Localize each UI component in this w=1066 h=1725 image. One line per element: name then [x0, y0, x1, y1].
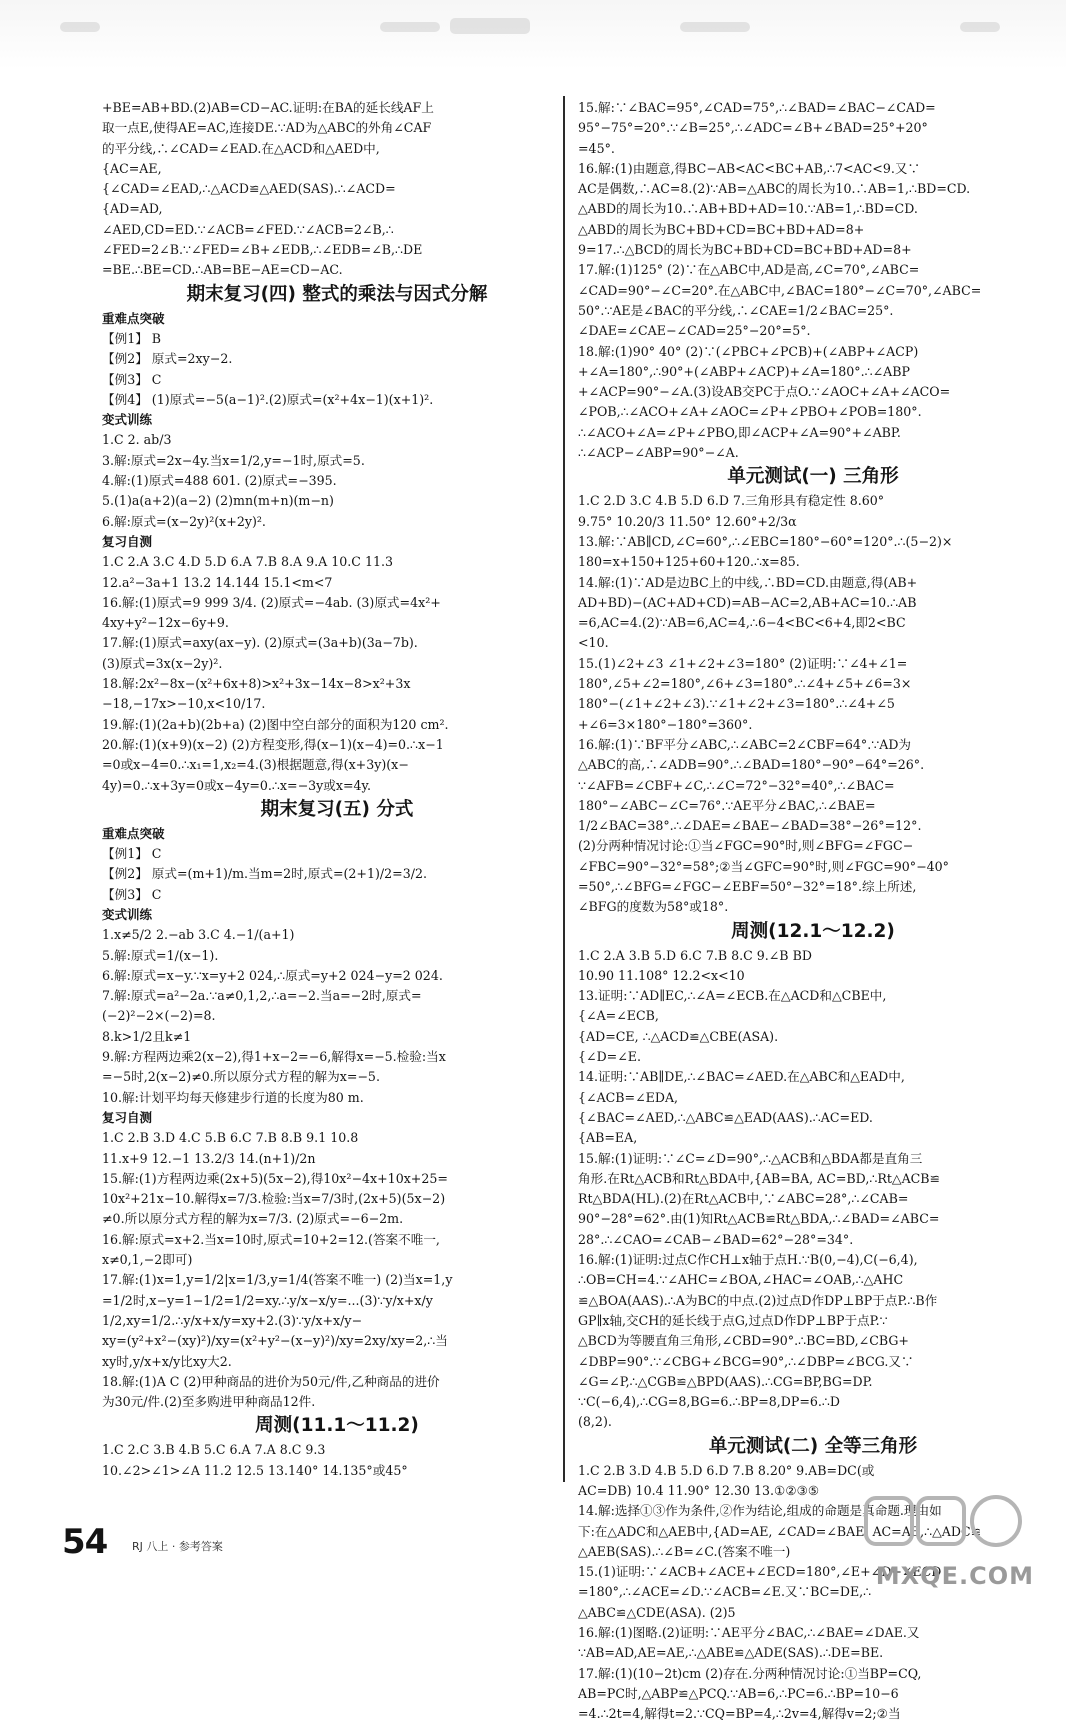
answer-line: ∵C(−6,4),∴CG=8,BG=6.∴BP=8,DP=6.∴D: [578, 1394, 841, 1410]
answer-line: 17.解:(1)x=1,y=1/2|x=1/3,y=1/4(答案不唯一) (2)当x=1,y: [102, 1272, 453, 1288]
answer-line: 16.解:(1)∵BF平分∠ABC,∴∠ABC=2∠CBF=64°.∵AD为: [578, 736, 912, 752]
answer-line: ∵AB=AD,AE=AE,∴△ABE≌△ADE(SAS).∴DE=BE.: [578, 1645, 884, 1661]
answer-line: =1/2时,x−y=1−1/2=1/2=xy.∴y/x−x/y=...(3)∵y/x+x/y: [102, 1292, 433, 1308]
answer-line: 17.解:(1)125° (2)∵在△ABC中,AD是高,∠C=70°,∠ABC=: [578, 262, 920, 278]
answer-line: △ABD的周长为BC+BD+CD=BC+BD+AD=8+: [578, 221, 865, 237]
answer-line: Rt△BDA(HL).(2)在Rt△ACB中,∵∠ABC=28°,∴∠CAB=: [578, 1191, 909, 1207]
answer-line: 1.C 2.A 3.B 5.D 6.C 7.B 8.C 9.∠B BD: [578, 947, 812, 963]
answer-line: 【例1】 B: [102, 330, 162, 346]
answer-line: +∠6=3×180°−180°=360°.: [578, 716, 753, 732]
answer-line: {AD=CE, ∴△ACD≌△CBE(ASA).: [578, 1028, 779, 1044]
answer-line: =50°,∴∠BFG=∠FGC−∠EBF=50°−32°=18°.综上所述,: [578, 878, 917, 894]
answer-line: 1/2∠BAC=38°.∴∠DAE=∠BAE−∠BAD=38°−26°=12°.: [578, 818, 922, 834]
answer-line: =6,AC=4.(2)∵AB=6,AC=4,∴6−4<BC<6+4,即2<BC: [578, 615, 906, 631]
answer-line: 17.解:(1)(10−2t)cm (2)存在.分两种情况讨论:①当BP=CQ,: [578, 1665, 922, 1681]
answer-line: {∠BAC=∠AED,∴△ABC≌△EAD(AAS).∴AC=ED.: [578, 1109, 873, 1125]
answer-line: ∴∠ACP−∠ABP=90°−∠A.: [578, 445, 739, 461]
watermark-text: MXQE.COM: [875, 1562, 1034, 1590]
answer-line: 12.a²−3a+1 13.2 14.144 15.1<m<7: [102, 574, 333, 590]
answer-line: xy时,y/x+x/y比xy大2.: [102, 1353, 232, 1369]
answer-line: AC是偶数,∴AC=8.(2)∵AB=△ABC的周长为10.∴AB=1,∴BD=CD.: [578, 181, 971, 197]
answer-line: ∠CAD=90°−∠C=20°.在△ABC中,∠BAC=180°−∠C=70°,∠ABC=: [578, 282, 982, 298]
answer-line: ∠DAE=∠CAE−∠CAD=25°−20°=5°.: [578, 323, 811, 339]
subsection-heading: 复习自测: [102, 1109, 153, 1125]
answer-line: 16.解:原式=x+2.当x=10时,原式=10+2=12.(答案不唯一,: [102, 1231, 440, 1247]
answer-line: =BE.∴BE=CD.∴AB=BE−AE=CD−AC.: [102, 262, 343, 278]
answer-line: 1.C 2.B 3.D 4.C 5.B 6.C 7.B 8.B 9.1 10.8: [102, 1130, 359, 1146]
answer-line: 下:在△ADC和△AEB中,{AD=AE, ∠CAD=∠BAE, AC=AB,∴△ADC≌: [578, 1523, 982, 1539]
answer-line: =−5时,2(x−2)≠0.所以原分式方程的解为x=−5.: [102, 1069, 380, 1085]
answer-line: ∠G=∠P,∴△CGB≌△BPD(AAS).∴CG=BP,BG=DP.: [578, 1373, 873, 1389]
answer-line: 4y)=0.∴x+3y=0或x−4y=0.∴x=−3y或x=4y.: [102, 777, 371, 793]
answer-line: 10.90 11.108° 12.2<x<10: [578, 967, 745, 983]
answer-line: {AB=EA,: [578, 1130, 638, 1146]
answer-line: 5.(1)a(a+2)(a−2) (2)mn(m+n)(m−n): [102, 493, 334, 509]
answer-line: 为30元/件.(2)至多购进甲种商品12件.: [102, 1394, 316, 1410]
answer-line: 【例4】 (1)原式=−5(a−1)².(2)原式=(x²+4x−1)(x+1)².: [102, 391, 434, 407]
answer-line: xy=(y²+x²−(xy)²)/xy=(x²+y²−(x−y)²)/xy=2xy/xy=2,∴当: [102, 1333, 448, 1349]
section-title: 单元测试(二) 全等三角形: [708, 1435, 918, 1457]
answer-line: ∠FBC=90°−32°=58°;②当∠GFC=90°时,则∠FGC=90°−40°: [578, 858, 949, 874]
answer-line: 6.解:原式=(x−2y)²(x+2y)².: [102, 513, 266, 529]
answer-line: 15.解:(1)方程两边乘(2x+5)(5x−2),得10x²−4x+10x+25=: [102, 1170, 448, 1186]
answer-line: (−2)²−2×(−2)=8.: [102, 1008, 216, 1024]
answer-line: 4xy+y²−12x−6y+9.: [102, 615, 229, 631]
section-title: 期末复习(四) 整式的乘法与因式分解: [186, 283, 488, 305]
answer-line: 1.C 2.C 3.B 4.B 5.C 6.A 7.A 8.C 9.3: [102, 1442, 326, 1458]
answer-line: 18.解:(1)A C (2)甲种商品的进价为50元/件,乙种商品的进价: [102, 1373, 440, 1389]
scan-smudge: [960, 22, 1000, 32]
answer-line: 4.解:(1)原式=488 601. (2)原式=−395.: [102, 473, 337, 489]
answer-line: 15.解:∵∠BAC=95°,∠CAD=75°,∴∠BAD=∠BAC−∠CAD=: [578, 100, 936, 115]
answer-line: =45°.: [578, 140, 615, 156]
answer-line: 【例3】 C: [102, 371, 162, 387]
answer-line: AB=PC时,△ABP≌△PCQ.∵AB=6,∴PC=6.∴BP=10−6: [578, 1685, 899, 1701]
answer-line: AC=DB) 10.4 11.90° 12.30 13.①②③⑤: [578, 1483, 820, 1498]
answer-line: 角形.在Rt△ACB和Rt△BDA中,{AB=BA, AC=BD,∴Rt△ACB≌: [578, 1170, 941, 1186]
answer-line: △ABD的周长为10.∴AB+BD+AD=10.∵AB=1,∴BD=CD.: [578, 201, 918, 217]
answer-line: 15.(1)∠2+∠3 ∠1+∠2+∠3=180° (2)证明:∵∠4+∠1=: [578, 655, 908, 671]
answer-line: ∠AED,CD=ED.∵∠ACB=∠FED.∵∠ACB=2∠B,∴: [102, 221, 394, 237]
answer-line: −18,−17x>−10,x<10/17.: [102, 696, 266, 712]
answer-line: =180°,∴∠ACE=∠D.∵∠ACB=∠E.又∵BC=DE,∴: [578, 1584, 872, 1600]
answer-line: (2)分两种情况讨论:①当∠FGC=90°时,则∠BFG=∠FGC−: [578, 838, 914, 854]
answer-line: 17.解:(1)原式=axy(ax−y). (2)原式=(3a+b)(3a−7b).: [102, 635, 418, 651]
answer-line: ∠POB,∴∠ACO+∠A+∠AOC=∠P+∠PBO+∠POB=180°.: [578, 404, 922, 420]
answer-line: 9.75° 10.20/3 11.50° 12.60°+2/3α: [578, 513, 797, 529]
answer-line: 9.解:方程两边乘2(x−2),得1+x−2=−6,解得x=−5.检验:当x: [102, 1049, 446, 1065]
answer-line: ∴OB=CH=4.∵∠AHC=∠BOA,∠HAC=∠OAB,∴△AHC: [578, 1272, 904, 1288]
answer-line: +BE=AB+BD.(2)AB=CD−AC.证明:在BA的延长线AF上: [102, 100, 434, 115]
scan-smudge: [60, 22, 100, 32]
answer-line: 11.x+9 12.−1 13.2/3 14.(n+1)/2n: [102, 1150, 316, 1166]
answer-line: 90°−28°=62°.由(1)知Rt△ACB≌Rt△BDA,∴∠BAD=∠ABC=: [578, 1211, 940, 1227]
answer-line: △AEB(SAS).∴∠B=∠C.(答案不唯一): [578, 1543, 791, 1559]
top-scan-band: [0, 0, 1066, 70]
answer-line: 16.解:(1)由题意,得BC−AB<AC<BC+AB,∴7<AC<9.又∵: [578, 160, 921, 176]
answer-line: 【例2】 原式=(m+1)/m.当m=2时,原式=(2+1)/2=3/2.: [102, 866, 427, 882]
answer-line: 20.解:(1)(x+9)(x−2) (2)方程变形,得(x−1)(x−4)=0.∴x−1: [102, 736, 444, 752]
answer-line: 13.证明:∵AD∥EC,∴∠A=∠ECB.在△ACD和△CBE中,: [578, 988, 887, 1004]
answer-line: 16.解:(1)原式=9 999 3/4. (2)原式=−4ab. (3)原式=4x²+: [102, 594, 441, 610]
answer-line: 28°.∴∠CAO=∠CAB−∠BAD=62°−28°=34°.: [578, 1231, 854, 1247]
answer-line: 95°−75°=20°.∵∠B=25°,∴∠ADC=∠B+∠BAD=25°+20°: [578, 120, 928, 136]
answer-line: +∠ACP=90°−∠A.(3)设AB交PC于点O.∵∠AOC+∠A+∠ACO=: [578, 384, 951, 400]
answer-line: 16.解:(1)图略.(2)证明:∵AE平分∠BAC,∴∠BAE=∠DAE.又: [578, 1625, 920, 1641]
answer-line: 【例3】 C: [102, 886, 162, 902]
answer-line: ∠BFG的度数为58°或18°.: [578, 899, 729, 915]
answer-line: 18.解:(1)90° 40° (2)∵(∠PBC+∠PCB)+(∠ABP+∠ACP): [578, 343, 919, 359]
answer-line: 1.C 2. ab/3: [102, 432, 172, 448]
answer-line: x≠0,1,−2即可): [102, 1252, 193, 1268]
section-title: 周测(12.1～12.2): [731, 920, 895, 942]
answer-line: 14.证明:∵AB∥DE,∴∠BAC=∠AED.在△ABC和△EAD中,: [578, 1069, 905, 1085]
answer-line: 取一点E,使得AE=AC,连接DE.∵AD为△ABC的外角∠CAF: [102, 120, 432, 136]
scan-smudge: [450, 18, 530, 34]
subsection-heading: 重难点突破: [102, 310, 165, 326]
answer-line: 180=x+150+125+60+120.∴x=85.: [578, 554, 800, 570]
answer-line: 1.C 2.D 3.C 4.B 5.D 6.D 7.三角形具有稳定性 8.60°: [578, 493, 885, 509]
answer-line: 3.解:原式=2x−4y.当x=1/2,y=−1时,原式=5.: [102, 452, 365, 468]
answer-line: +∠A=180°,∴90°+(∠ABP+∠ACP)+∠A=180°.∴∠ABP: [578, 363, 910, 379]
answer-line: 8.k>1/2且k≠1: [102, 1028, 192, 1044]
subsection-heading: 变式训练: [102, 906, 153, 922]
answer-line: ∴∠ACO+∠A=∠P+∠PBO,即∠ACP+∠A=90°+∠ABP.: [578, 424, 901, 440]
answer-line: 1.C 2.B 3.D 4.B 5.D 6.D 7.B 8.20° 9.AB=DC(或: [578, 1462, 875, 1478]
subsection-heading: 重难点突破: [102, 825, 165, 841]
answer-line: ∠DBP=90°.∵∠CBG+∠BCG=90°,∴∠DBP=∠BCG.又∵: [578, 1353, 914, 1369]
answer-line: 1.C 2.A 3.C 4.D 5.D 6.A 7.B 8.A 9.A 10.C 11.3: [102, 554, 393, 570]
subsection-heading: 复习自测: [102, 533, 153, 549]
answer-line: ≠0.所以原分式方程的解为x=7/3. (2)原式=−6−2m.: [102, 1211, 404, 1227]
answer-line: 14.解:(1)∵AD是边BC上的中线,∴BD=CD.由题意,得(AB+: [578, 574, 918, 590]
answer-line: GP∥x轴,交CH的延长线于点G,过点D作DP⊥BP于点P.∵: [578, 1312, 888, 1328]
answer-line: {∠A=∠ECB,: [578, 1008, 659, 1024]
answer-line: 1.x≠5/2 2.−ab 3.C 4.−1/(a+1): [102, 927, 295, 943]
answer-line: 的平分线,∴∠CAD=∠EAD.在△ACD和△AED中,: [102, 140, 380, 156]
answer-line: =4.∴2t=4,解得t=2.∵CQ=BP=4,∴2v=4,解得v=2;②当: [578, 1706, 901, 1722]
answer-line: △ABC≌△CDE(ASA). (2)5: [578, 1604, 736, 1620]
answer-line: 14.解:选择①③作为条件,②作为结论,组成的命题是真命题.理由如: [578, 1503, 942, 1519]
answer-line: {∠D=∠E.: [578, 1049, 641, 1065]
answer-line: {∠ACB=∠EDA,: [578, 1089, 679, 1105]
answer-line: 13.解:∵AB∥CD,∠C=60°,∴∠EBC=180°−60°=120°.∴(5−2)×: [578, 533, 953, 549]
answer-line: 9=17.∴△BCD的周长为BC+BD+CD=BC+BD+AD=8+: [578, 242, 912, 258]
answer-line: <10.: [578, 635, 609, 651]
answer-line: 16.解:(1)证明:过点C作CH⊥x轴于点H.∵B(0,−4),C(−6,4),: [578, 1252, 918, 1268]
footer-label: RJ 八上 · 参考答案: [132, 1540, 223, 1553]
section-title: 期末复习(五) 分式: [260, 798, 414, 820]
answer-line: 6.解:原式=x−y.∵x=y+2 024,∴原式=y+2 024−y=2 024.: [102, 967, 443, 983]
answer-line: 1/2,xy=1/2.∴y/x+x/y=xy+2.(3)∵y/x+x/y−: [102, 1312, 363, 1328]
left-answer-column: [102, 98, 572, 1508]
answer-line: =0或x−4=0.∴x₁=1,x₂=4.(3)根据题意,得(x+3y)(x−: [102, 757, 409, 773]
section-title: 单元测试(一) 三角形: [727, 466, 899, 488]
scan-smudge: [680, 22, 750, 32]
answer-line: 【例1】 C: [102, 846, 162, 862]
page-number: 54: [62, 1522, 108, 1562]
answer-line: (3)原式=3x(x−2y)².: [102, 655, 223, 671]
column-divider: [563, 96, 565, 1482]
answer-line: 【例2】 原式=2xy−2.: [102, 351, 233, 367]
answer-line: 7.解:原式=a²−2a.∵a≠0,1,2,∴a=−2.当a=−2时,原式=: [102, 988, 422, 1004]
answer-line: △ABC的高,∴∠ADB=90°.∴∠BAD=180°−90°−64°=26°.: [578, 757, 925, 773]
answer-line: △BCD为等腰直角三角形,∠CBD=90°.∴BC=BD,∠CBG+: [578, 1333, 909, 1349]
answer-line: 180°−(∠1+∠2+∠3).∵∠1+∠2+∠3=180°.∴∠4+∠5: [578, 696, 895, 712]
answer-line: AD+BD)−(AC+AD+CD)=AB−AC=2,AB+AC=10.∴AB: [578, 594, 917, 610]
answer-line: 18.解:2x²−8x−(x²+6x+8)>x²+3x−14x−8>x²+3x: [102, 676, 411, 692]
answer-line: ∠FED=2∠B.∵∠FED=∠B+∠EDB,∴∠EDB=∠B,∴DE: [102, 242, 423, 258]
answer-line: {AD=AD,: [102, 201, 163, 217]
answer-line: 50°.∵AE是∠BAC的平分线,∴∠CAE=1/2∠BAC=25°.: [578, 302, 894, 318]
answer-line: (8,2).: [578, 1414, 612, 1430]
answer-line: ∵∠AFB=∠CBF+∠C,∴∠C=72°−32°=40°,∴∠BAC=: [578, 777, 895, 793]
answer-line: ≌△BOA(AAS).∴A为BC的中点.(2)过点D作DP⊥BP于点P.∴B作: [578, 1292, 938, 1308]
subsection-heading: 变式训练: [102, 412, 153, 428]
answer-line: 19.解:(1)(2a+b)(2b+a) (2)图中空白部分的面积为120 cm².: [102, 716, 449, 732]
answer-line: 15.(1)证明:∵∠ACB+∠ACE+∠ECD=180°,∠E+∠D+∠ECD: [578, 1564, 942, 1580]
answer-line: 10.∠2>∠1>∠A 11.2 12.5 13.140° 14.135°或45°: [102, 1462, 408, 1478]
answer-line: {AC=AE,: [102, 160, 162, 176]
answer-line: {∠CAD=∠EAD,∴△ACD≌△AED(SAS).∴∠ACD=: [102, 181, 396, 197]
scan-smudge: [380, 22, 440, 32]
answer-line: 15.解:(1)证明:∵∠C=∠D=90°,∴△ACB和△BDA都是直角三: [578, 1150, 923, 1166]
section-title: 周测(11.1～11.2): [255, 1415, 419, 1437]
answer-line: 180°,∠5+∠2=180°,∠6+∠3=180°.∴∠4+∠5+∠6=3×: [578, 676, 912, 692]
answer-line: 180°−∠ABC−∠C=76°.∵AE平分∠BAC,∴∠BAE=: [578, 797, 876, 813]
answer-line: 10.解:计划平均每天修建步行道的长度为80 m.: [102, 1089, 364, 1105]
answer-line: 10x²+21x−10.解得x=7/3.检验:当x=7/3时,(2x+5)(5x−2): [102, 1191, 446, 1207]
answer-line: 5.解:原式=1/(x−1).: [102, 947, 219, 963]
